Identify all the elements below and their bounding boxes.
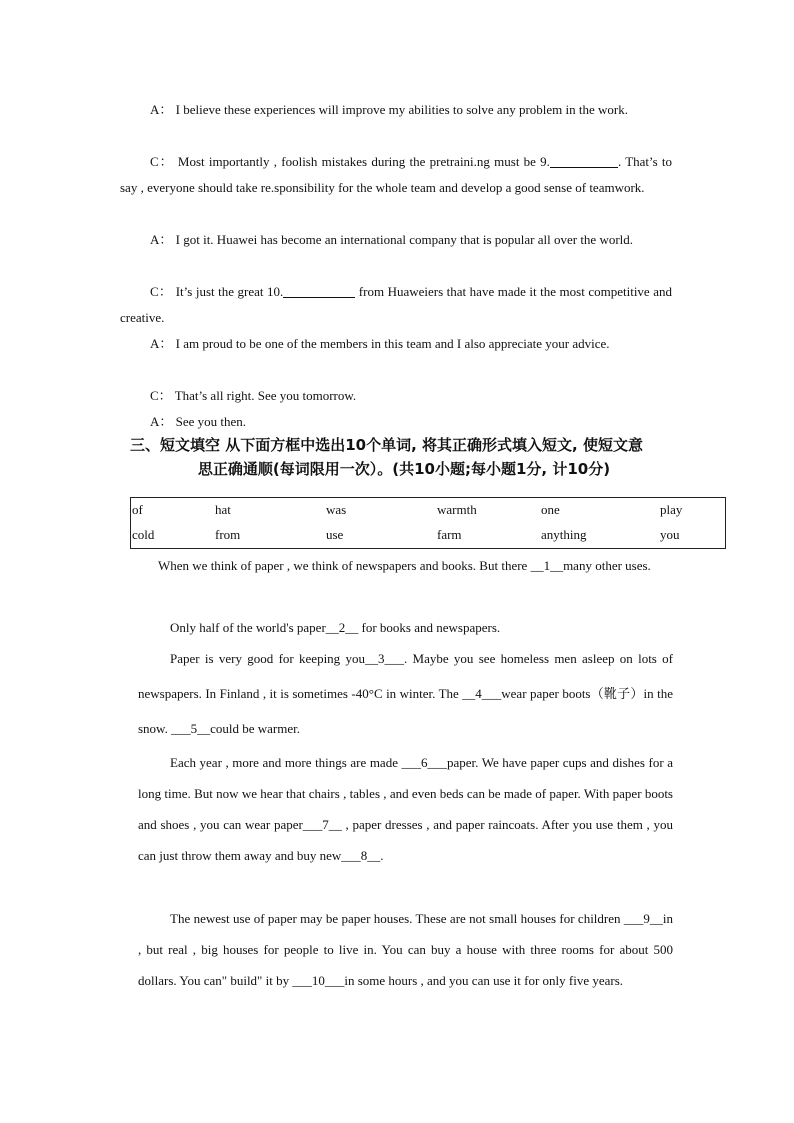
word-option: from <box>215 527 241 542</box>
word-option: farm <box>437 527 462 542</box>
dialogue-text: I got it. Huawei has become an international company that is popular all over the world. <box>175 232 634 247</box>
dialogue-text: from Huaweiers that have made it the most competitive and creative. <box>120 284 672 325</box>
dialogue-text: . That’s to say , everyone should take re.sponsibility for the whole team and develop a good sense of teamwork. <box>120 154 673 195</box>
dialogue-text: I am proud to be one of the members in this team and I also appreciate your advice. <box>175 336 610 351</box>
dialogue-line <box>120 409 672 435</box>
word-option: of <box>132 502 143 517</box>
passage-paragraph: The newest use of paper may be paper houses. These are not small houses for children ___9__in , but real , big houses for people to live in. You can buy a house with three rooms for about 500 dollars. You can" build" it by ___10___in some hours , and you can use it for only five years. <box>138 911 673 988</box>
word-option: use <box>326 527 344 542</box>
speaker: C： <box>150 154 174 169</box>
dialogue-line <box>120 331 672 357</box>
dialogue-line <box>120 97 672 123</box>
word-option: was <box>326 502 347 517</box>
blank-10[interactable] <box>283 283 355 298</box>
section-title <box>130 433 678 481</box>
dialogue-text: Most importantly , foolish mistakes during the pretraini.ng must be 9. <box>177 154 550 169</box>
word-option: play <box>660 502 683 517</box>
word-option: you <box>660 527 680 542</box>
dialogue-text: It’s just the great 10. <box>175 284 284 299</box>
speaker: C： <box>150 388 172 403</box>
passage-paragraph: When we think of paper , we think of newspapers and books. But there __1__many other uses. <box>158 558 651 573</box>
dialogue-line <box>120 227 672 253</box>
speaker: C： <box>150 284 173 299</box>
dialogue-line <box>120 279 672 331</box>
speaker: A： <box>150 232 173 247</box>
passage-paragraph: Paper is very good for keeping you__3___. Maybe you see homeless men asleep on lots of newspapers. In Finland , it is sometimes -40°C in winter. The __4___wear paper boots（靴子）in the snow. ___5__could be warmer. <box>138 651 673 736</box>
word-option: warmth <box>437 502 477 517</box>
dialogue-text: That’s all right. See you tomorrow. <box>174 388 357 403</box>
passage-paragraph: Each year , more and more things are made ___6___paper. We have paper cups and dishes for a long time. But now we hear that chairs , tables , and even beds can be made of paper. With paper boots and shoes , you can wear paper___7__ , paper dresses , and paper raincoats. After you use them , you can just throw them away and buy new___8__. <box>138 755 673 863</box>
word-option: cold <box>132 527 155 542</box>
dialogue-line <box>120 383 672 409</box>
blank-9[interactable] <box>550 153 618 168</box>
word-option: anything <box>541 527 587 542</box>
word-option: hat <box>215 502 231 517</box>
word-option: one <box>541 502 560 517</box>
dialogue-text: I believe these experiences will improve my abilities to solve any problem in the work. <box>175 102 628 117</box>
speaker: A： <box>150 414 173 429</box>
word-box <box>130 497 726 549</box>
passage-paragraph: Only half of the world's paper__2__ for books and newspapers. <box>170 620 501 635</box>
dialogue-line <box>120 149 672 201</box>
dialogue-text: See you then. <box>175 414 247 429</box>
speaker: A： <box>150 102 173 117</box>
section-title-line-2: 思正确通顺(每词限用一次）。(共10小题;每小题1分, 计10分) <box>197 460 611 478</box>
speaker: A： <box>150 336 173 351</box>
section-title-line-1: 三、短文填空 从下面方框中选出10个单词, 将其正确形式填入短文, 使短文意 <box>130 436 643 454</box>
